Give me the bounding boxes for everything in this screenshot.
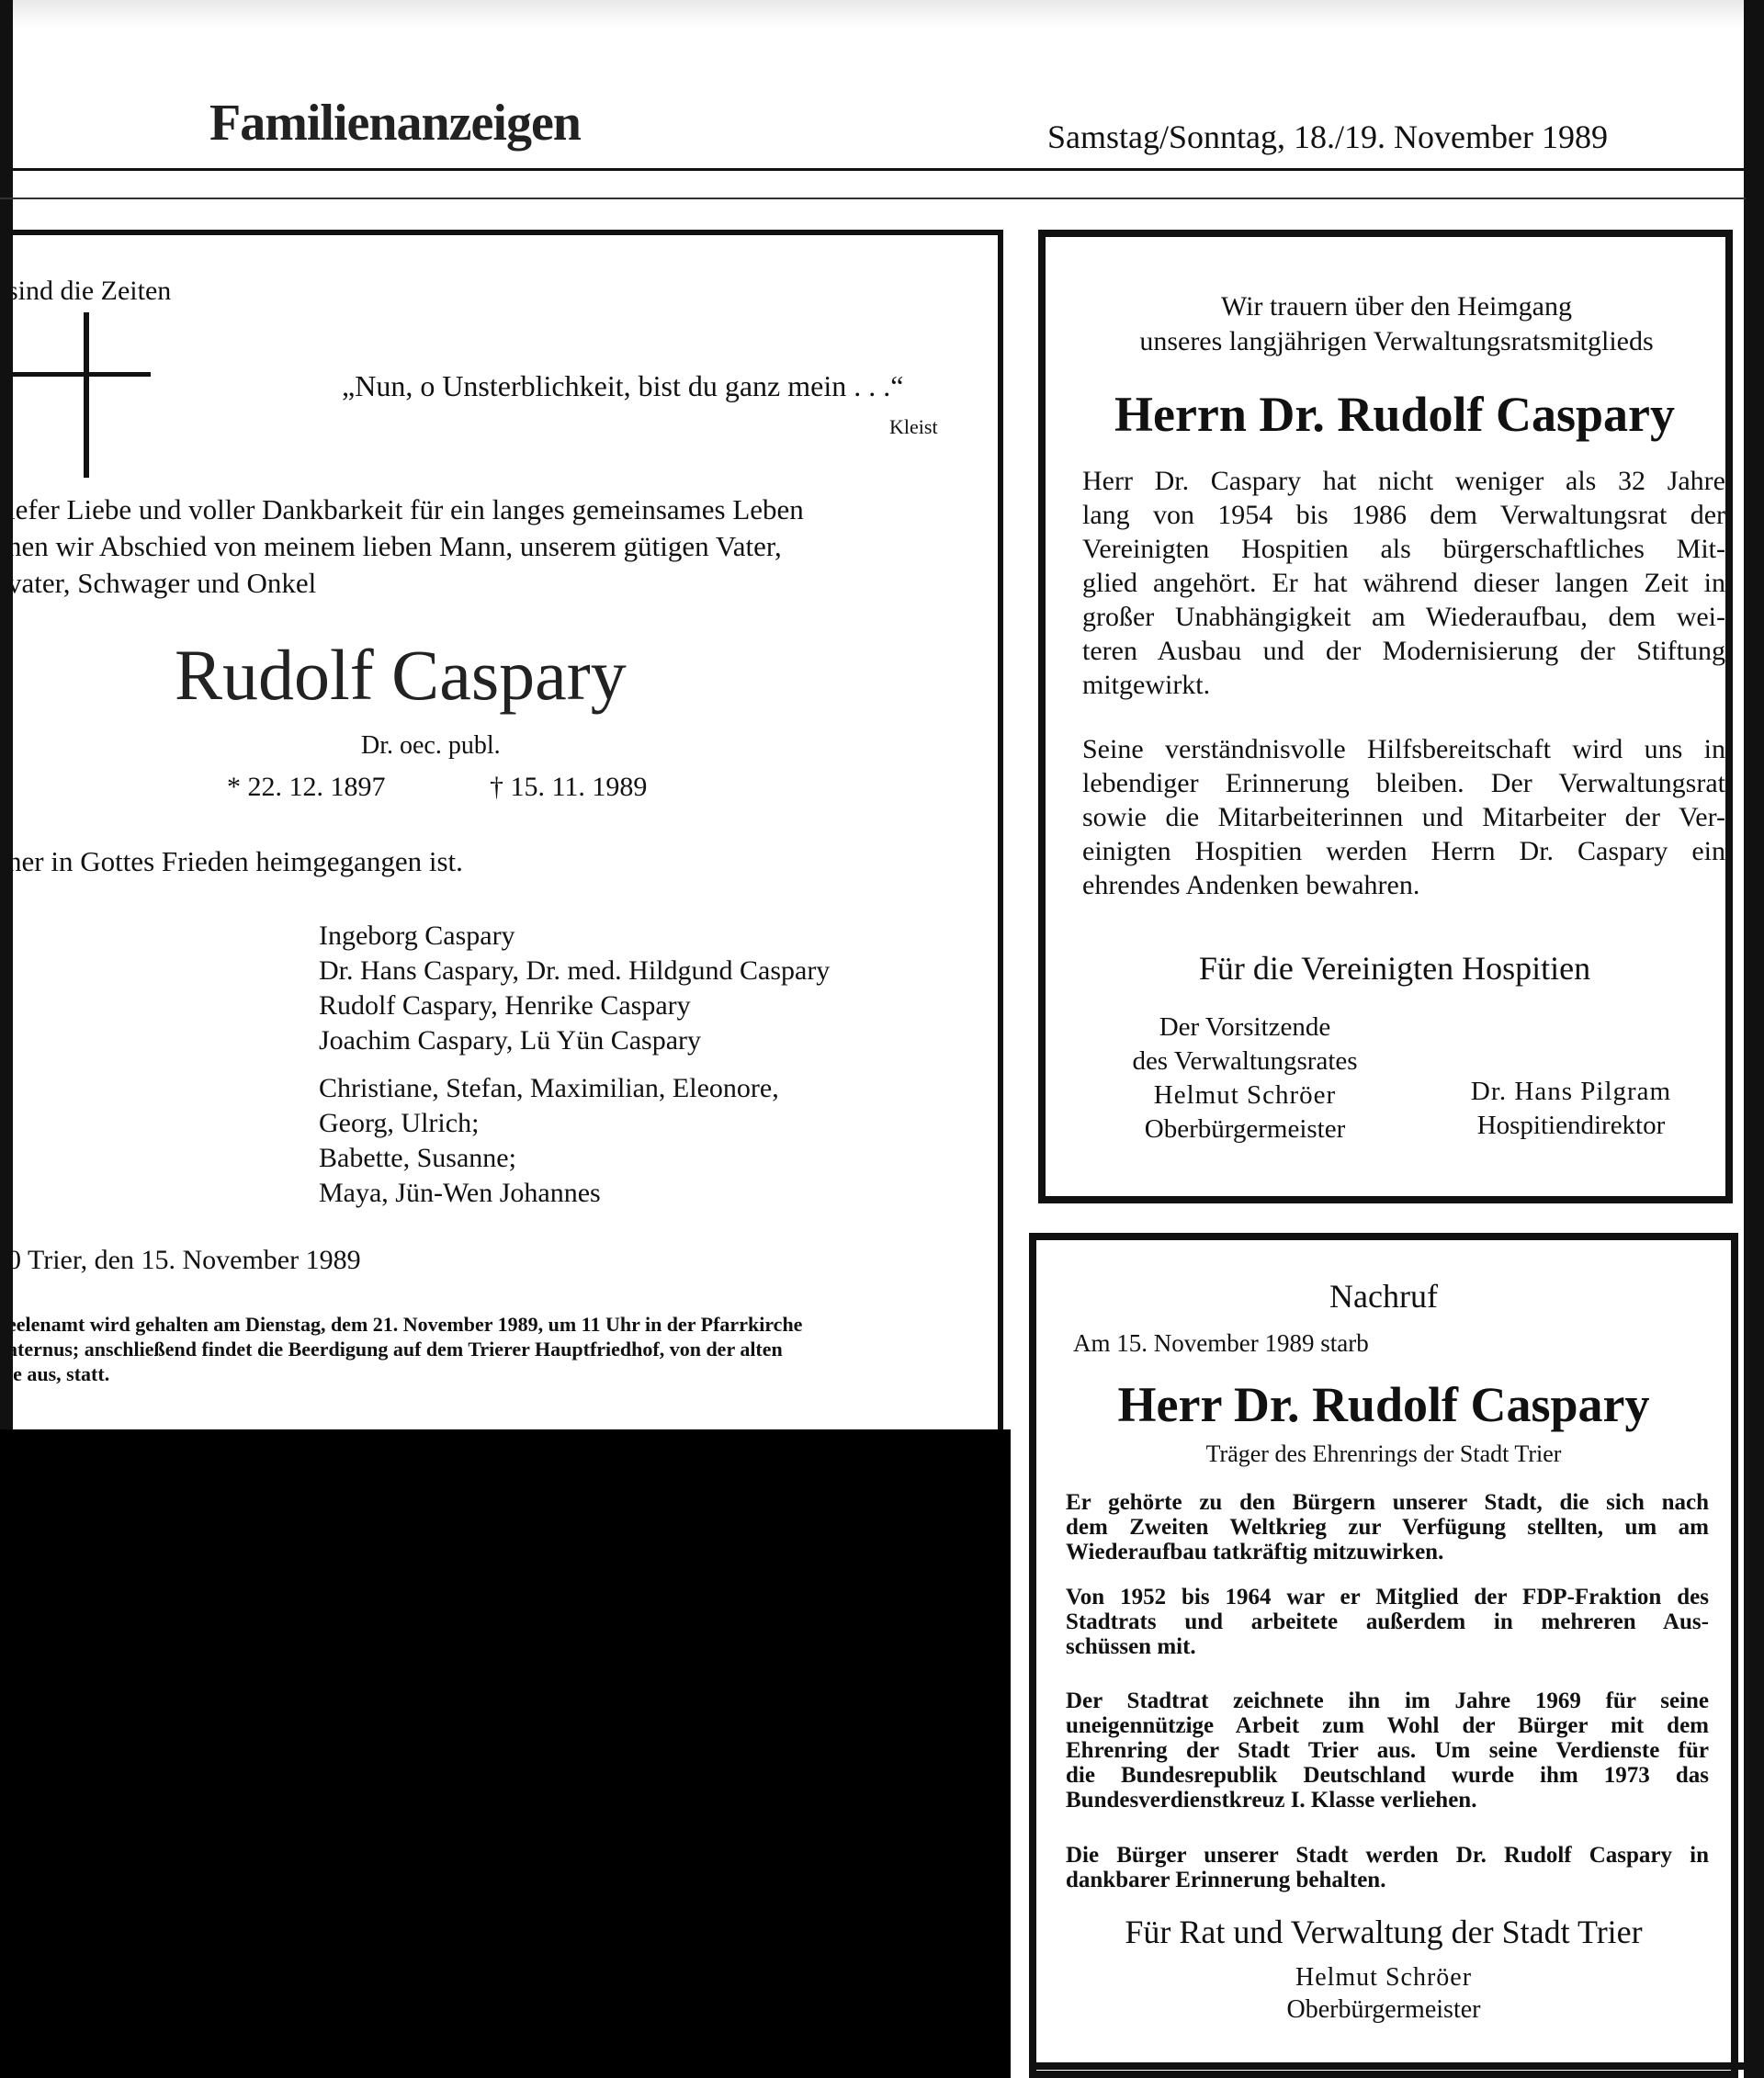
- text-line: lang von 1954 bis 1986 dem Verwaltungsrat der: [1082, 500, 1725, 530]
- sig-line: Hospitiendirektor: [1476, 1111, 1666, 1140]
- text-line: ehrendes Andenken bewahren.: [1082, 870, 1420, 900]
- nachruf-died-line: Am 15. November 1989 starb: [1073, 1329, 1369, 1357]
- sig-line: Helmut Schröer: [1153, 1080, 1337, 1110]
- hospitien-deceased-name: Herrn Dr. Rudolf Caspary: [1114, 387, 1675, 442]
- nachruf-signature: [1029, 1961, 1738, 2026]
- text-line: glied angehört. Er hat während dieser langen Zeit in: [1082, 568, 1725, 598]
- text-line: dankbarer Erinnerung behalten.: [1066, 1868, 1386, 1892]
- deceased-degree: Dr. oec. publ.: [361, 731, 501, 760]
- hospitien-paragraph-2: [1082, 732, 1725, 902]
- sig-line: Oberbürgermeister: [1286, 1995, 1481, 2024]
- header-rule-thin: [0, 198, 1746, 199]
- nachruf-title: Nachruf: [1329, 1278, 1438, 1315]
- sig-line: Der Vorsitzende: [1159, 1012, 1331, 1042]
- intro-line: unseres langjährigen Verwaltungsratsmitglieds: [1139, 326, 1654, 356]
- signature-left: [1075, 1011, 1415, 1146]
- text-line: lebendiger Erinnerung bleiben. Der Verwaltungsrat: [1082, 768, 1725, 798]
- text-line: Die Bürger unserer Stadt werden Dr. Rudolf Caspary in: [1066, 1843, 1709, 1868]
- place-date: 0 Trier, den 15. November 1989: [7, 1245, 361, 1275]
- nachruf-deceased-name: Herr Dr. Rudolf Caspary: [1117, 1377, 1650, 1432]
- service-line: le aus, statt.: [7, 1362, 110, 1385]
- signature-right: [1415, 1075, 1727, 1143]
- grandchildren-line: Georg, Ulrich;: [319, 1108, 480, 1138]
- quote-author: Kleist: [889, 415, 938, 438]
- service-line: eelenamt wird gehalten am Dienstag, dem 21. November 1989, um 11 Uhr in der Pfarrkirche: [7, 1313, 803, 1336]
- mourners-list: [319, 919, 830, 1211]
- hospitien-paragraph-1: [1082, 464, 1725, 702]
- cross-icon-bar: [11, 372, 151, 377]
- text-line: teren Ausbau und der Modernisierung der Stiftung: [1082, 636, 1725, 666]
- text-line: Herr Dr. Caspary hat nicht weniger als 32 Jahre: [1082, 466, 1725, 496]
- text-line: die Bundesrepublik Deutschland wurde ihm 1973 das: [1066, 1763, 1709, 1788]
- intro-line: Wir trauern über den Heimgang: [1221, 291, 1572, 322]
- text-line: Wiederaufbau tatkräftig mitzuwirken.: [1066, 1540, 1444, 1564]
- intro-line: nen wir Abschied von meinem lieben Mann, unserem gütigen Vater,: [7, 530, 782, 562]
- text-line: Vereinigten Hospitien als bürgerschaftliches Mit-: [1082, 534, 1725, 564]
- text-line: dem Zweiten Weltkrieg zur Verfügung stellten, um am: [1066, 1515, 1709, 1540]
- text-line: schüssen mit.: [1066, 1634, 1196, 1659]
- header-rule: [0, 168, 1746, 171]
- text-line: Ehrenring der Stadt Trier aus. Um seine Verdienste für: [1066, 1738, 1709, 1763]
- text-line: Der Stadtrat zeichnete ihn im Jahre 1969 für seine: [1066, 1688, 1709, 1713]
- text-line: Von 1952 bis 1964 war er Mitglied der FDP-Fraktion des: [1066, 1585, 1709, 1609]
- page-dateline: Samstag/Sonntag, 18./19. November 1989: [1047, 119, 1608, 155]
- mourner: Joachim Caspary, Lü Yün Caspary: [319, 1025, 702, 1056]
- obituary-quote: „Nun, o Unsterblichkeit, bist du ganz mein . . .“: [342, 369, 904, 402]
- next-ad-rule: [1036, 2062, 1744, 2070]
- sig-line: Helmut Schröer: [1295, 1963, 1473, 1992]
- mourner: Rudolf Caspary, Henrike Caspary: [319, 990, 691, 1021]
- intro-line: iefer Liebe und voller Dankbarkeit für ein langes gemeinsames Leben: [7, 493, 804, 525]
- sig-line: Oberbürgermeister: [1144, 1114, 1346, 1144]
- grandchildren-line: Christiane, Stefan, Maximilian, Eleonore,: [319, 1073, 779, 1103]
- birth-date: * 22. 12. 1897: [227, 772, 386, 802]
- mourner: Ingeborg Caspary: [319, 920, 515, 951]
- text-line: uneigennützige Arbeit zum Wohl der Bürger mit dem: [1066, 1713, 1709, 1738]
- text-line: großer Unabhängigkeit am Wiederaufbau, dem wei-: [1082, 602, 1725, 632]
- nachruf-paragraph-4: [1066, 1843, 1709, 1892]
- cross-icon: [84, 312, 89, 478]
- hospitien-signatory-org: Für die Vereinigten Hospitien: [1198, 950, 1591, 987]
- grandchildren-line: Maya, Jün-Wen Johannes: [319, 1178, 601, 1208]
- text-line: mitgewirkt.: [1082, 670, 1211, 700]
- obituary-intro: [7, 491, 954, 602]
- deceased-name: Rudolf Caspary: [175, 635, 627, 715]
- text-line: Er gehörte zu den Bürgern unserer Stadt, die sich nach: [1066, 1490, 1709, 1515]
- text-line: Stadtrats und arbeitete außerdem in mehreren Aus-: [1066, 1609, 1709, 1634]
- hospitien-intro: [1075, 289, 1718, 359]
- text-line: sowie die Mitarbeiterinnen und Mitarbeiter der Ver-: [1082, 802, 1725, 832]
- nachruf-paragraph-3: [1066, 1688, 1709, 1813]
- grandchildren-line: Babette, Susanne;: [319, 1143, 516, 1173]
- page-masthead: Familienanzeigen: [209, 95, 581, 152]
- service-line: aternus; anschließend findet die Beerdigung auf dem Trierer Hauptfriedhof, von der alten: [7, 1338, 783, 1361]
- spacer: [319, 1058, 830, 1071]
- sig-line: Dr. Hans Pilgram: [1470, 1077, 1672, 1106]
- service-notice: [7, 1312, 954, 1386]
- sig-line: des Verwaltungsrates: [1132, 1046, 1358, 1076]
- nachruf-honor: Träger des Ehrenrings der Stadt Trier: [1205, 1440, 1562, 1467]
- scan-black-area: [0, 1429, 1011, 2078]
- text-line: Bundesverdienstkreuz I. Klasse verliehen.: [1066, 1788, 1477, 1813]
- nachruf-paragraph-1: [1066, 1490, 1709, 1564]
- death-date: † 15. 11. 1989: [490, 772, 648, 802]
- text-line: einigten Hospitien werden Herrn Dr. Caspary ein: [1082, 836, 1725, 866]
- mourner: Dr. Hans Caspary, Dr. med. Hildgund Caspary: [319, 955, 831, 986]
- obituary-passed-line: her in Gottes Frieden heimgegangen ist.: [7, 845, 463, 877]
- intro-line: vater, Schwager und Onkel: [7, 567, 317, 599]
- obituary-heading: sind die Zeiten: [7, 276, 172, 306]
- text-line: Seine verständnisvolle Hilfsbereitschaft wird uns in: [1082, 734, 1725, 764]
- scan-right-edge: [1744, 0, 1764, 2078]
- nachruf-signatory-org: Für Rat und Verwaltung der Stadt Trier: [1125, 1914, 1643, 1950]
- nachruf-paragraph-2: [1066, 1585, 1709, 1659]
- scan-top-noise: [0, 0, 1764, 28]
